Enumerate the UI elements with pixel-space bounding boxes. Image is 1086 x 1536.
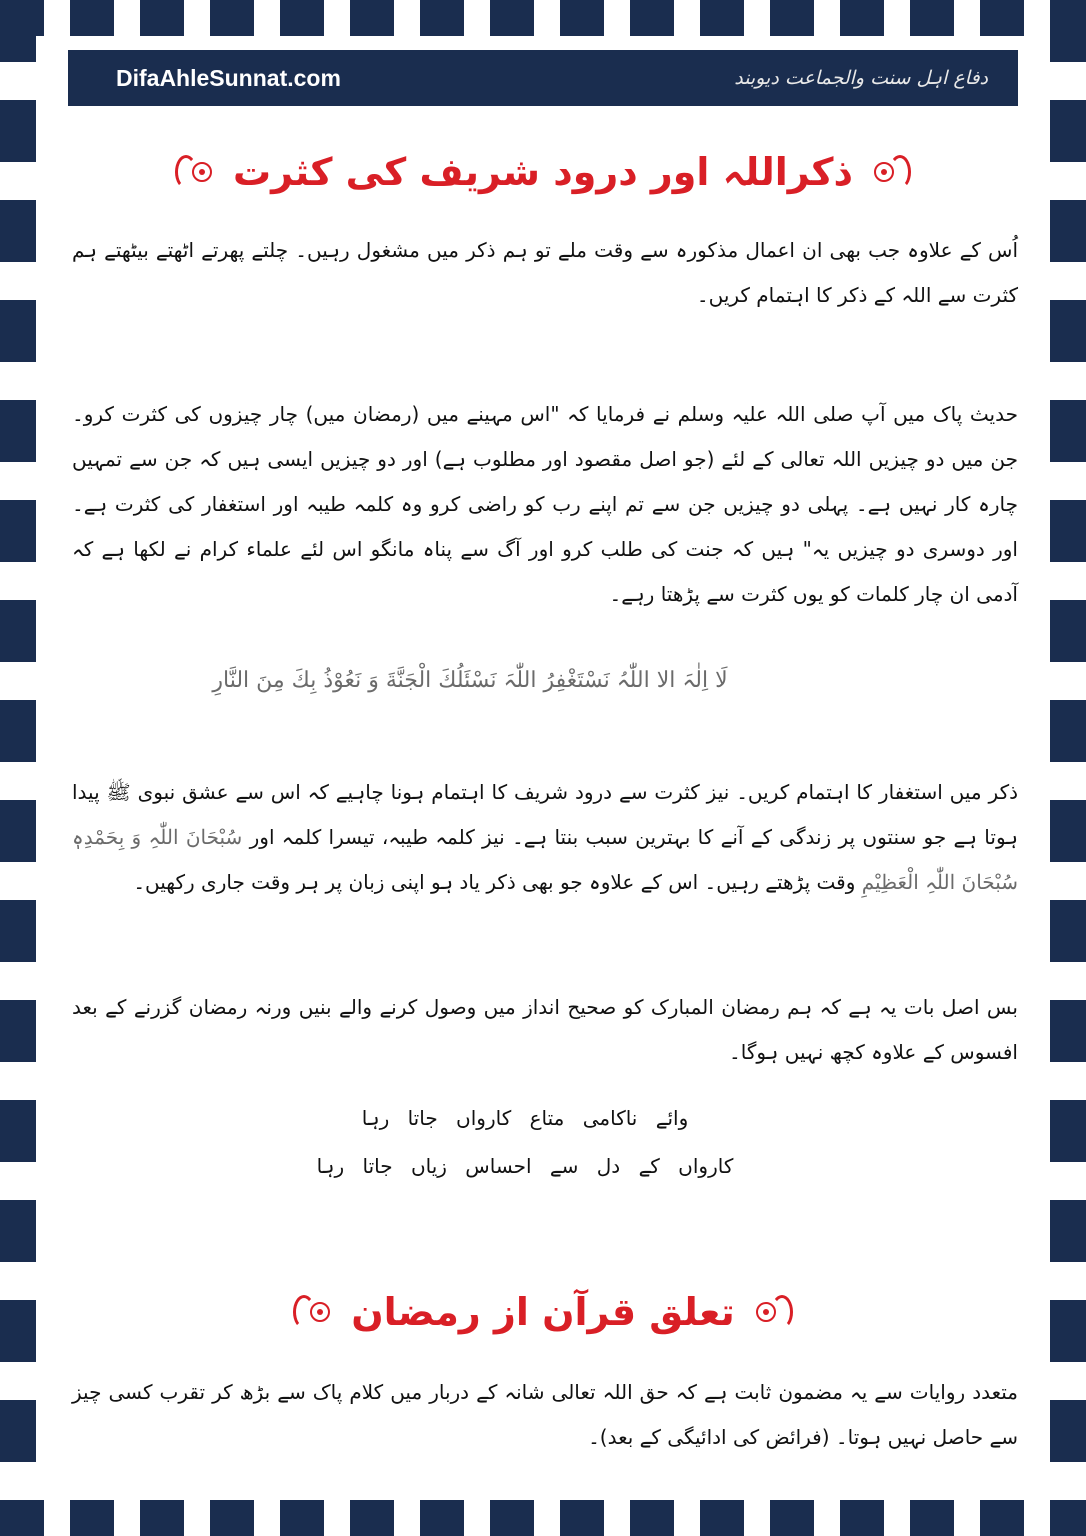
border-bottom: [0, 1500, 1086, 1536]
flower-ornament-icon: [749, 1295, 783, 1329]
paragraph-dhikr: اُس کے علاوہ جب بھی ان اعمال مذکورہ سے وقت ملے تو ہم ذکر میں مشغول رہیں۔ چلتے پھرتے اٹھتے بیٹھتے ہم کثرت سے اللہ کے ذکر کا اہتمام کریں۔: [72, 238, 1019, 307]
arabic-supplication: لَا اِلٰہَ الا اللّٰہُ نَسْتَغْفِرُ اللّٰہَ نَسْئَلُكَ الْجَنَّةَ وَ نَعُوْذُ بِكَ مِنَ النَّارِ: [212, 668, 728, 693]
poem: [300, 1094, 750, 1190]
border-top: [0, 0, 1086, 36]
border-left: [0, 0, 36, 1536]
border-right: [1050, 0, 1086, 1536]
site-url[interactable]: DifaAhleSunnat.com: [116, 64, 341, 91]
site-name: دفاع اہل سنت والجماعت دیوبند: [734, 67, 988, 89]
section1-heading: [60, 150, 1026, 194]
poem-line-2: کارواں کے دل سے احساس زیاں جاتا رہا: [316, 1154, 734, 1178]
section2-heading: [60, 1290, 1026, 1334]
paragraph-quran: متعدد روایات سے یہ مضمون ثابت ہے کہ حق اللہ تعالی شانہ کے دربار میں کلام پاک سے بڑھ کر تقرب کسی چیز سے حاصل نہیں ہوتا۔ (فرائض کی ادائیگی کے بعد)۔: [72, 1380, 1018, 1449]
section2-title: تعلق قرآن از رمضان: [351, 1290, 735, 1334]
flower-ornament-icon: [185, 155, 219, 189]
header-bar: [68, 50, 1018, 106]
section1-title: ذکراللہ اور درود شریف کی کثرت: [233, 150, 853, 194]
paragraph-conclusion: بس اصل بات یہ ہے کہ ہم رمضان المبارک کو صحیح انداز میں وصول کرنے والے بنیں ورنہ رمضان گزرنے کے بعد افسوس کے علاوہ کچھ نہیں ہوگا۔: [72, 995, 1018, 1064]
poem-line-1: وائے ناکامی متاع کارواں جاتا رہا: [361, 1106, 689, 1130]
paragraph-istighfar: [72, 770, 1018, 905]
paragraph-hadith: حدیث پاک میں آپ صلی اللہ علیہ وسلم نے فرمایا کہ "اس مہینے میں (رمضان میں) چار چیزوں کی کثرت کرو۔ جن میں دو چیزیں اللہ تعالی کے لئے (جو اصل مقصود اور مطلوب ہے) اور دو چیزیں ایسی ہیں کہ جن سے تمہیں چارہ کار نہیں ہے۔ پہلی دو چیزیں جن سے تم اپنے رب کو راضی کرو وہ کلمہ طیبہ اور استغفار کی کثرت ہے۔ اور دوسری دو چیزیں یہ" ہیں کہ جنت کی طلب کرو اور آگ سے پناہ مانگو اس لئے علماء کرام نے لکھا ہے کہ آدمی ان چار کلمات کو یوں کثرت سے پڑھتا رہے۔: [72, 402, 1018, 606]
paragraph-istighfar-text: ذکر میں استغفار کا اہتمام کریں۔ نیز کثرت سے درود شریف کا اہتمام ہونا چاہیے کہ اس سے عشق نبوی ﷺ پیدا ہوتا ہے جو سنتوں پر زندگی کے آنے کا بہترین سبب بنتا ہے۔ نیز کلمہ طیبہ، تیسرا کلمہ اور: [72, 780, 1019, 849]
paragraph-istighfar-end: وقت پڑھتے رہیں۔ اس کے علاوہ جو بھی ذکر یاد ہو اپنی زبان پر ہر وقت جاری رکھیں۔: [133, 870, 856, 894]
flower-ornament-icon: [867, 155, 901, 189]
flower-ornament-icon: [303, 1295, 337, 1329]
tasbeeh-arabic: سُبْحَانَ اللّٰہِ وَ بِحَمْدِہٖ سُبْحَانَ اللّٰہِ الْعَظِیْمِ: [72, 825, 1018, 894]
